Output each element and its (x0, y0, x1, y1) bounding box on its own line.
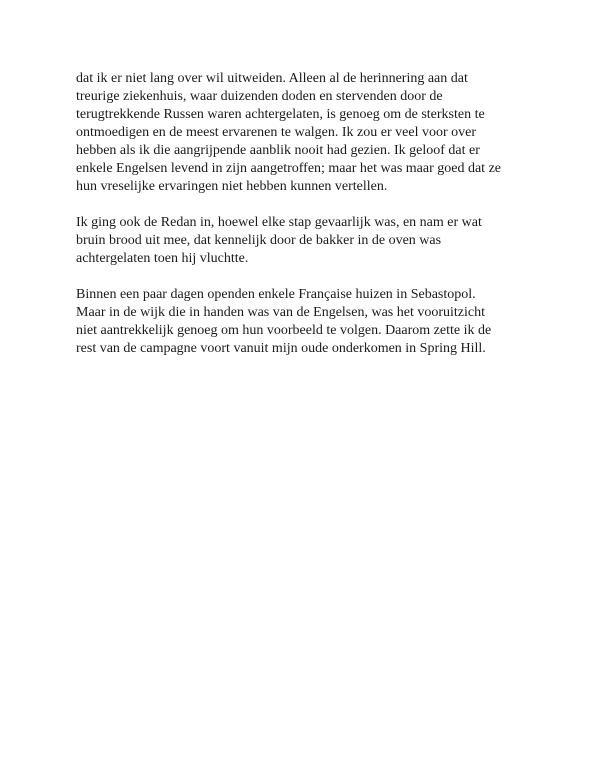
paragraph-3 (76, 286, 536, 358)
text-line: treurige ziekenhuis, waar duizenden doden en stervenden door de (76, 89, 443, 104)
text-line: niet aantrekkelijk genoeg om hun voorbeeld te volgen. Daarom zette ik de (76, 323, 492, 338)
text-line: Binnen een paar dagen openden enkele Française huizen in Sebastopol. (76, 287, 476, 302)
paragraph-1 (76, 70, 536, 196)
text-line: hebben als ik die aangrijpende aanblik nooit had gezien. Ik geloof dat er (76, 143, 480, 158)
text-line: dat ik er niet lang over wil uitweiden. Alleen al de herinnering aan dat (76, 71, 468, 86)
text-line: enkele Engelsen levend in zijn aangetroffen; maar het was maar goed dat ze (76, 161, 501, 176)
body-text (76, 70, 536, 376)
text-line: bruin brood uit mee, dat kennelijk door de bakker in de oven was (76, 233, 442, 248)
paragraph-2 (76, 214, 536, 268)
text-line: rest van de campagne voort vanuit mijn oude onderkomen in Spring Hill. (76, 341, 486, 356)
text-line: Maar in de wijk die in handen was van de Engelsen, was het vooruitzicht (76, 305, 485, 320)
text-line: Ik ging ook de Redan in, hoewel elke stap gevaarlijk was, en nam er wat (76, 215, 482, 230)
text-line: hun vreselijke ervaringen niet hebben kunnen vertellen. (76, 179, 388, 194)
text-line: ontmoedigen en de meest ervarenen te walgen. Ik zou er veel voor over (76, 125, 476, 140)
text-line: terugtrekkende Russen waren achtergelaten, is genoeg om de sterksten te (76, 107, 485, 122)
text-line: achtergelaten toen hij vluchtte. (76, 251, 249, 266)
